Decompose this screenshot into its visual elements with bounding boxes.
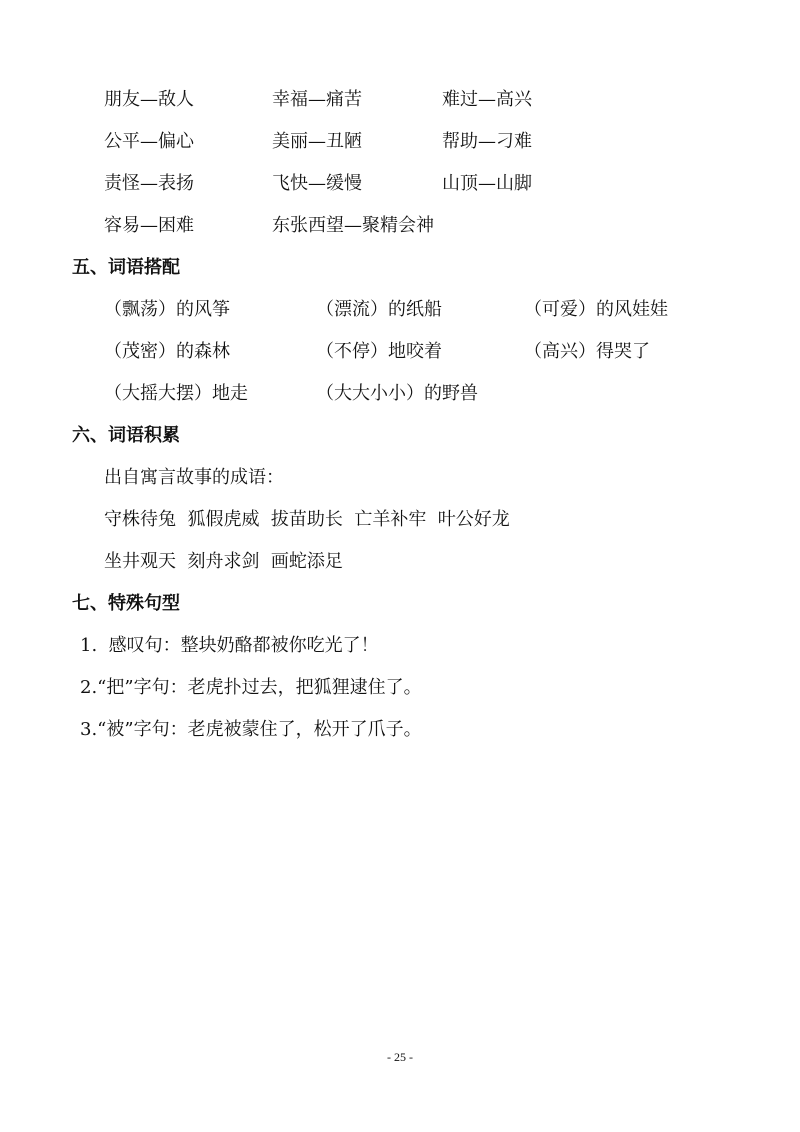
section-heading-word-matching: 五、词语搭配 <box>72 257 180 278</box>
phrase-item: （大摇大摆）地走 <box>104 383 248 404</box>
antonym-pair: 难过—高兴 <box>442 89 532 110</box>
phrase-item: （茂密）的森林 <box>104 341 230 362</box>
antonym-pair: 飞快—缓慢 <box>272 173 362 194</box>
antonym-pair: 美丽—丑陋 <box>272 131 362 152</box>
phrase-item: （飘荡）的风筝 <box>104 299 230 320</box>
phrase-item: （漂流）的纸船 <box>316 299 442 320</box>
idiom-intro: 出自寓言故事的成语： <box>104 467 284 488</box>
sentence-item: 2.“把”字句：老虎扑过去，把狐狸逮住了。 <box>80 677 422 698</box>
page-number: - 25 - <box>387 1050 413 1064</box>
section-heading-special-sentences: 七、特殊句型 <box>72 593 180 614</box>
antonym-pair: 山顶—山脚 <box>442 173 532 194</box>
section-heading-word-accumulation: 六、词语积累 <box>72 425 180 446</box>
phrase-item: （可爱）的风娃娃 <box>524 299 668 320</box>
phrase-item: （不停）地咬着 <box>316 341 442 362</box>
sentence-item: 3.“被”字句：老虎被蒙住了，松开了爪子。 <box>80 719 422 740</box>
antonym-pair: 责怪—表扬 <box>104 173 194 194</box>
phrase-item: （大大小小）的野兽 <box>316 383 478 404</box>
antonym-pair: 公平—偏心 <box>104 131 194 152</box>
antonym-pair: 朋友—敌人 <box>104 89 194 110</box>
idiom-line: 坐井观天 刻舟求剑 画蛇添足 <box>104 551 343 572</box>
sentence-item: 1. 感叹句：整块奶酪都被你吃光了！ <box>80 635 379 656</box>
antonym-pair: 容易—困难 <box>104 215 194 236</box>
antonym-pair: 东张西望—聚精会神 <box>272 215 434 236</box>
idiom-line: 守株待兔 狐假虎威 拔苗助长 亡羊补牢 叶公好龙 <box>104 509 510 530</box>
phrase-item: （高兴）得哭了 <box>524 341 650 362</box>
antonym-pair: 幸福—痛苦 <box>272 89 362 110</box>
antonym-pair: 帮助—刁难 <box>442 131 532 152</box>
